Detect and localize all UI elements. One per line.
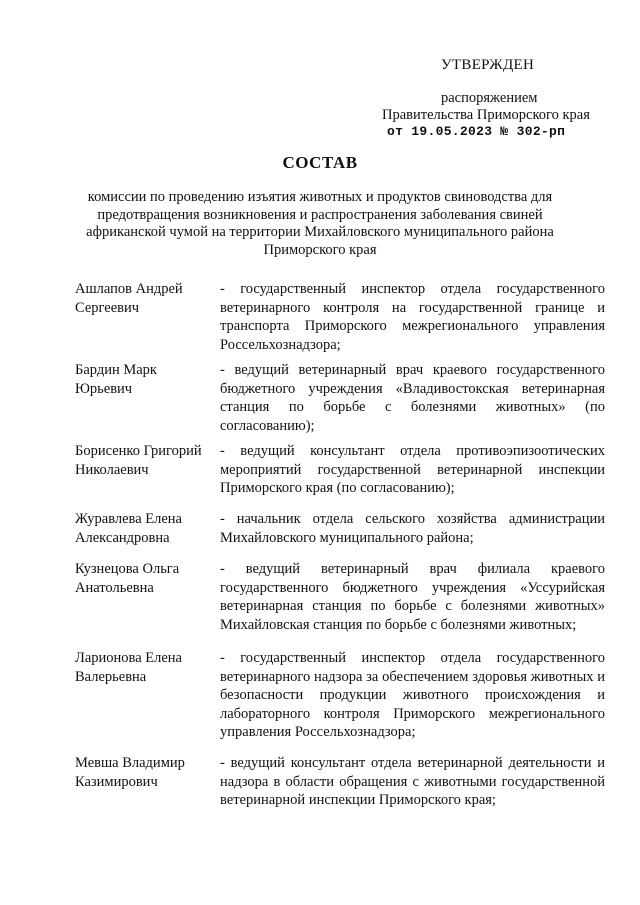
member-role: - государственный инспектор отдела государственного ветеринарного надзора за обеспечением здоровья животных и безопасности продукции животного происхождения и лабораторного контроля Приморского межрегионального управления Россельхознадзора; [220,650,605,740]
member-role: - государственный инспектор отдела государственного ветеринарного контроля на государственной границе и транспорта Приморского межрегионального управления Россельхознадзора; [220,281,605,353]
member-role: - ведущий консультант отдела ветеринарной деятельности и надзора в области обращения с животными государственной ветеринарной инспекции Приморского края; [220,755,605,808]
document-subtitle: комиссии по проведению изъятия животных и продуктов свиноводства для предотвращения возникновения и распространения заболевания свиней африканской чумой на территории Михайловского муниципального района Приморского края [86,189,554,258]
member-name: Ларионова Елена Валерьевна [75,650,182,685]
member-role: - ведущий ветеринарный врач филиала краевого государственного бюджетного учреждения «Уссурийская ветеринарная станция по борьбе с болезнями животных» Михайловская станция по борьбе с болезнями животных; [220,561,605,633]
member-name: Ашлапов Андрей Сергеевич [75,281,183,316]
member-role: - ведущий ветеринарный врач краевого государственного бюджетного учреждения «Владивостокская ветеринарная станция по борьбе с болезнями животных» (по согласованию); [220,362,605,434]
member-name: Бардин Марк Юрьевич [75,362,157,397]
order-reference-line-1: распоряжением [441,90,538,106]
member-name: Борисенко Григорий Николаевич [75,443,202,478]
order-date-number-stamp: от 19.05.2023 № 302-рп [387,124,566,139]
member-name: Журавлева Елена Александровна [75,511,182,546]
member-name: Мевша Владимир Казимирович [75,755,185,790]
order-reference-line-2: Правительства Приморского края [382,107,590,123]
member-role: - начальник отдела сельского хозяйства администрации Михайловского муниципального района; [220,511,605,546]
document-title: СОСТАВ [282,153,358,172]
member-name: Кузнецова Ольга Анатольевна [75,561,180,596]
approved-heading: УТВЕРЖДЕН [441,57,535,73]
member-role: - ведущий консультант отдела противоэпизоотических мероприятий государственной ветеринарной инспекции Приморского края (по согласованию); [220,443,605,496]
